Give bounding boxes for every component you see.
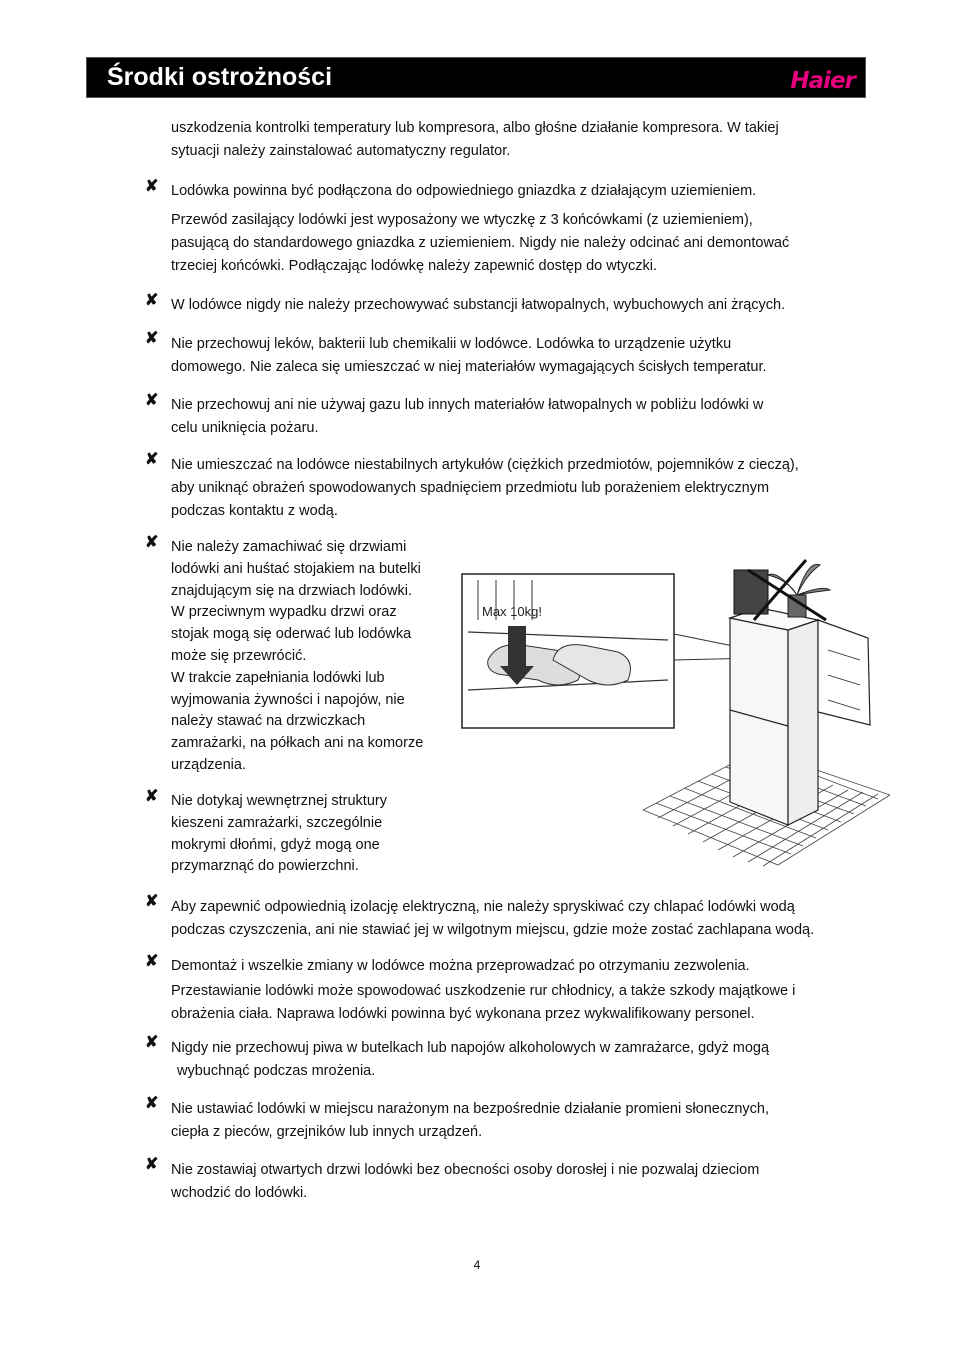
text-line: W lodówce nigdy nie należy przechowywać substancji łatwopalnych, wybuchowych ani żrących.	[171, 297, 786, 313]
cross-mark-icon: ✘	[145, 1095, 159, 1112]
text-line: Lodówka powinna być podłączona do odpowiedniego gniazdka z działającym uziemieniem.	[171, 183, 757, 199]
text-line: Demontaż i wszelkie zmiany w lodówce można przeprowadzać po otrzymaniu zezwolenia.	[171, 958, 750, 974]
bullet-item	[171, 955, 871, 1026]
cross-mark-icon: ✘	[145, 788, 159, 805]
bullet-item	[171, 1159, 871, 1205]
text-line: stojak mogą się oderwać lub lodówka	[171, 626, 412, 643]
haier-logo: Haier	[790, 68, 855, 94]
text-line: podczas kontaktu z wodą.	[171, 503, 338, 519]
bullet-item	[171, 454, 871, 523]
cross-mark-icon: ✘	[145, 534, 159, 551]
bullet-item	[171, 294, 871, 317]
text-line: celu uniknięcia pożaru.	[171, 420, 319, 436]
bullet-item	[171, 394, 871, 440]
text-line: sytuacji należy zainstalować automatyczny regulator.	[171, 143, 511, 159]
text-line: przymarznąć do powierzchni.	[171, 858, 359, 875]
text-line: kieszeni zamrażarki, szczególnie	[171, 814, 383, 831]
plant-icon	[768, 564, 830, 617]
text-line: aby uniknąć obrażeń spowodowanych spadnięciem przedmiotu lub porażeniem elektrycznym	[171, 480, 770, 496]
bullet-item	[171, 1037, 871, 1083]
fridge-illustration	[458, 540, 890, 870]
page-number: 4	[473, 1258, 481, 1272]
cross-mark-icon: ✘	[145, 953, 159, 970]
text-line: ciepła z pieców, grzejników lub innych urządzeń.	[171, 1124, 483, 1140]
text-line: Nigdy nie przechowuj piwa w butelkach lub napojów alkoholowych w zamrażarce, gdyż mogą	[171, 1040, 770, 1056]
bullet-item	[171, 896, 871, 942]
text-line: lodówki ani huśtać stojakiem na butelki	[171, 560, 421, 577]
text-line: Nie dotykaj wewnętrznej struktury	[171, 793, 387, 809]
text-line: urządzenia.	[171, 756, 246, 773]
cross-mark-icon: ✘	[145, 451, 159, 468]
text-line: uszkodzenia kontrolki temperatury lub kompresora, albo głośne działanie kompresora. W takiej	[171, 120, 779, 136]
text-line: Nie przechowuj ani nie używaj gazu lub innych materiałów łatwopalnych w pobliżu lodówki w	[171, 397, 764, 413]
cross-mark-icon: ✘	[145, 1034, 159, 1051]
text-line: pasującą do standardowego gniazdka z uziemieniem. Nigdy nie należy odcinać ani demontować	[171, 235, 790, 251]
text-line: Aby zapewnić odpowiednią izolację elektryczną, nie należy spryskiwać czy chlapać lodówki wodą	[171, 899, 795, 915]
text-line: Przestawianie lodówki może spowodować uszkodzenie rur chłodnicy, a także szkody majątkowe i	[171, 983, 796, 999]
bullet-item	[171, 537, 461, 777]
text-line: obrażenia ciała. Naprawa lodówki powinna być wykonana przez wykwalifikowany personel.	[171, 1006, 755, 1022]
text-line: Nie umieszczać na lodówce niestabilnych artykułów (ciężkich przedmiotów, pojemników z cieczą),	[171, 457, 799, 473]
text-line: Przewód zasilający lodówki jest wyposażony we wtyczkę z 3 końcówkami (z uziemieniem),	[171, 212, 753, 228]
text-line: W przeciwnym wypadku drzwi oraz	[171, 604, 397, 621]
text-line: zamrażarki, na półkach ani na komorze	[171, 735, 424, 752]
shelf-inset	[462, 574, 674, 728]
cross-mark-icon: ✘	[145, 392, 159, 409]
text-line: wchodzić do lodówki.	[171, 1185, 308, 1201]
fridge-body	[730, 608, 870, 825]
text-line: wyjmowania żywności i napojów, nie	[171, 691, 405, 708]
text-line: Nie przechowuj leków, bakterii lub chemikalii w lodówce. Lodówka to urządzenie użytku	[171, 336, 732, 352]
header-bar	[86, 57, 866, 98]
text-line: Nie należy zamachiwać się drzwiami	[171, 539, 407, 555]
bullet-item	[171, 1098, 871, 1144]
box-on-top	[734, 570, 768, 614]
cross-mark-icon: ✘	[145, 893, 159, 910]
page-title: Środki ostrożności	[107, 63, 333, 91]
text-line: Nie ustawiać lodówki w miejscu narażonym na bezpośrednie działanie promieni słonecznych,	[171, 1101, 770, 1117]
text-paragraph	[171, 117, 871, 163]
text-line: mokrymi dłońmi, gdyż mogą one	[171, 836, 380, 853]
bullet-item	[171, 791, 461, 878]
cross-mark-icon: ✘	[145, 1156, 159, 1173]
text-line: Nie zostawiaj otwartych drzwi lodówki bez obecności osoby dorosłej i nie pozwalaj dzieciom	[171, 1162, 760, 1178]
text-line: W trakcie zapełniania lodówki lub	[171, 669, 385, 686]
bullet-item	[171, 180, 871, 278]
text-line: domowego. Nie zaleca się umieszczać w niej materiałów wymagających ścisłych temperatur.	[171, 359, 767, 375]
text-line: wybuchnąć podczas mrożenia.	[177, 1063, 376, 1079]
max-load-label: Max 10kg!	[482, 604, 542, 619]
text-line: podczas czyszczenia, ani nie stawiać jej w wilgotnym miejscu, gdzie może zostać zachlapana wodą.	[171, 922, 815, 938]
cross-mark-icon: ✘	[145, 178, 159, 195]
text-line: trzeciej końcówki. Podłączając lodówkę należy zapewnić dostęp do wtyczki.	[171, 258, 657, 274]
cross-mark-icon: ✘	[145, 330, 159, 347]
bullet-item	[171, 333, 871, 379]
text-line: należy stawać na drzwiczkach	[171, 713, 366, 730]
text-line: może się przewrócić.	[171, 647, 307, 664]
cross-mark-icon: ✘	[145, 292, 159, 309]
text-line: znajdującym się na drzwiach lodówki.	[171, 582, 412, 599]
